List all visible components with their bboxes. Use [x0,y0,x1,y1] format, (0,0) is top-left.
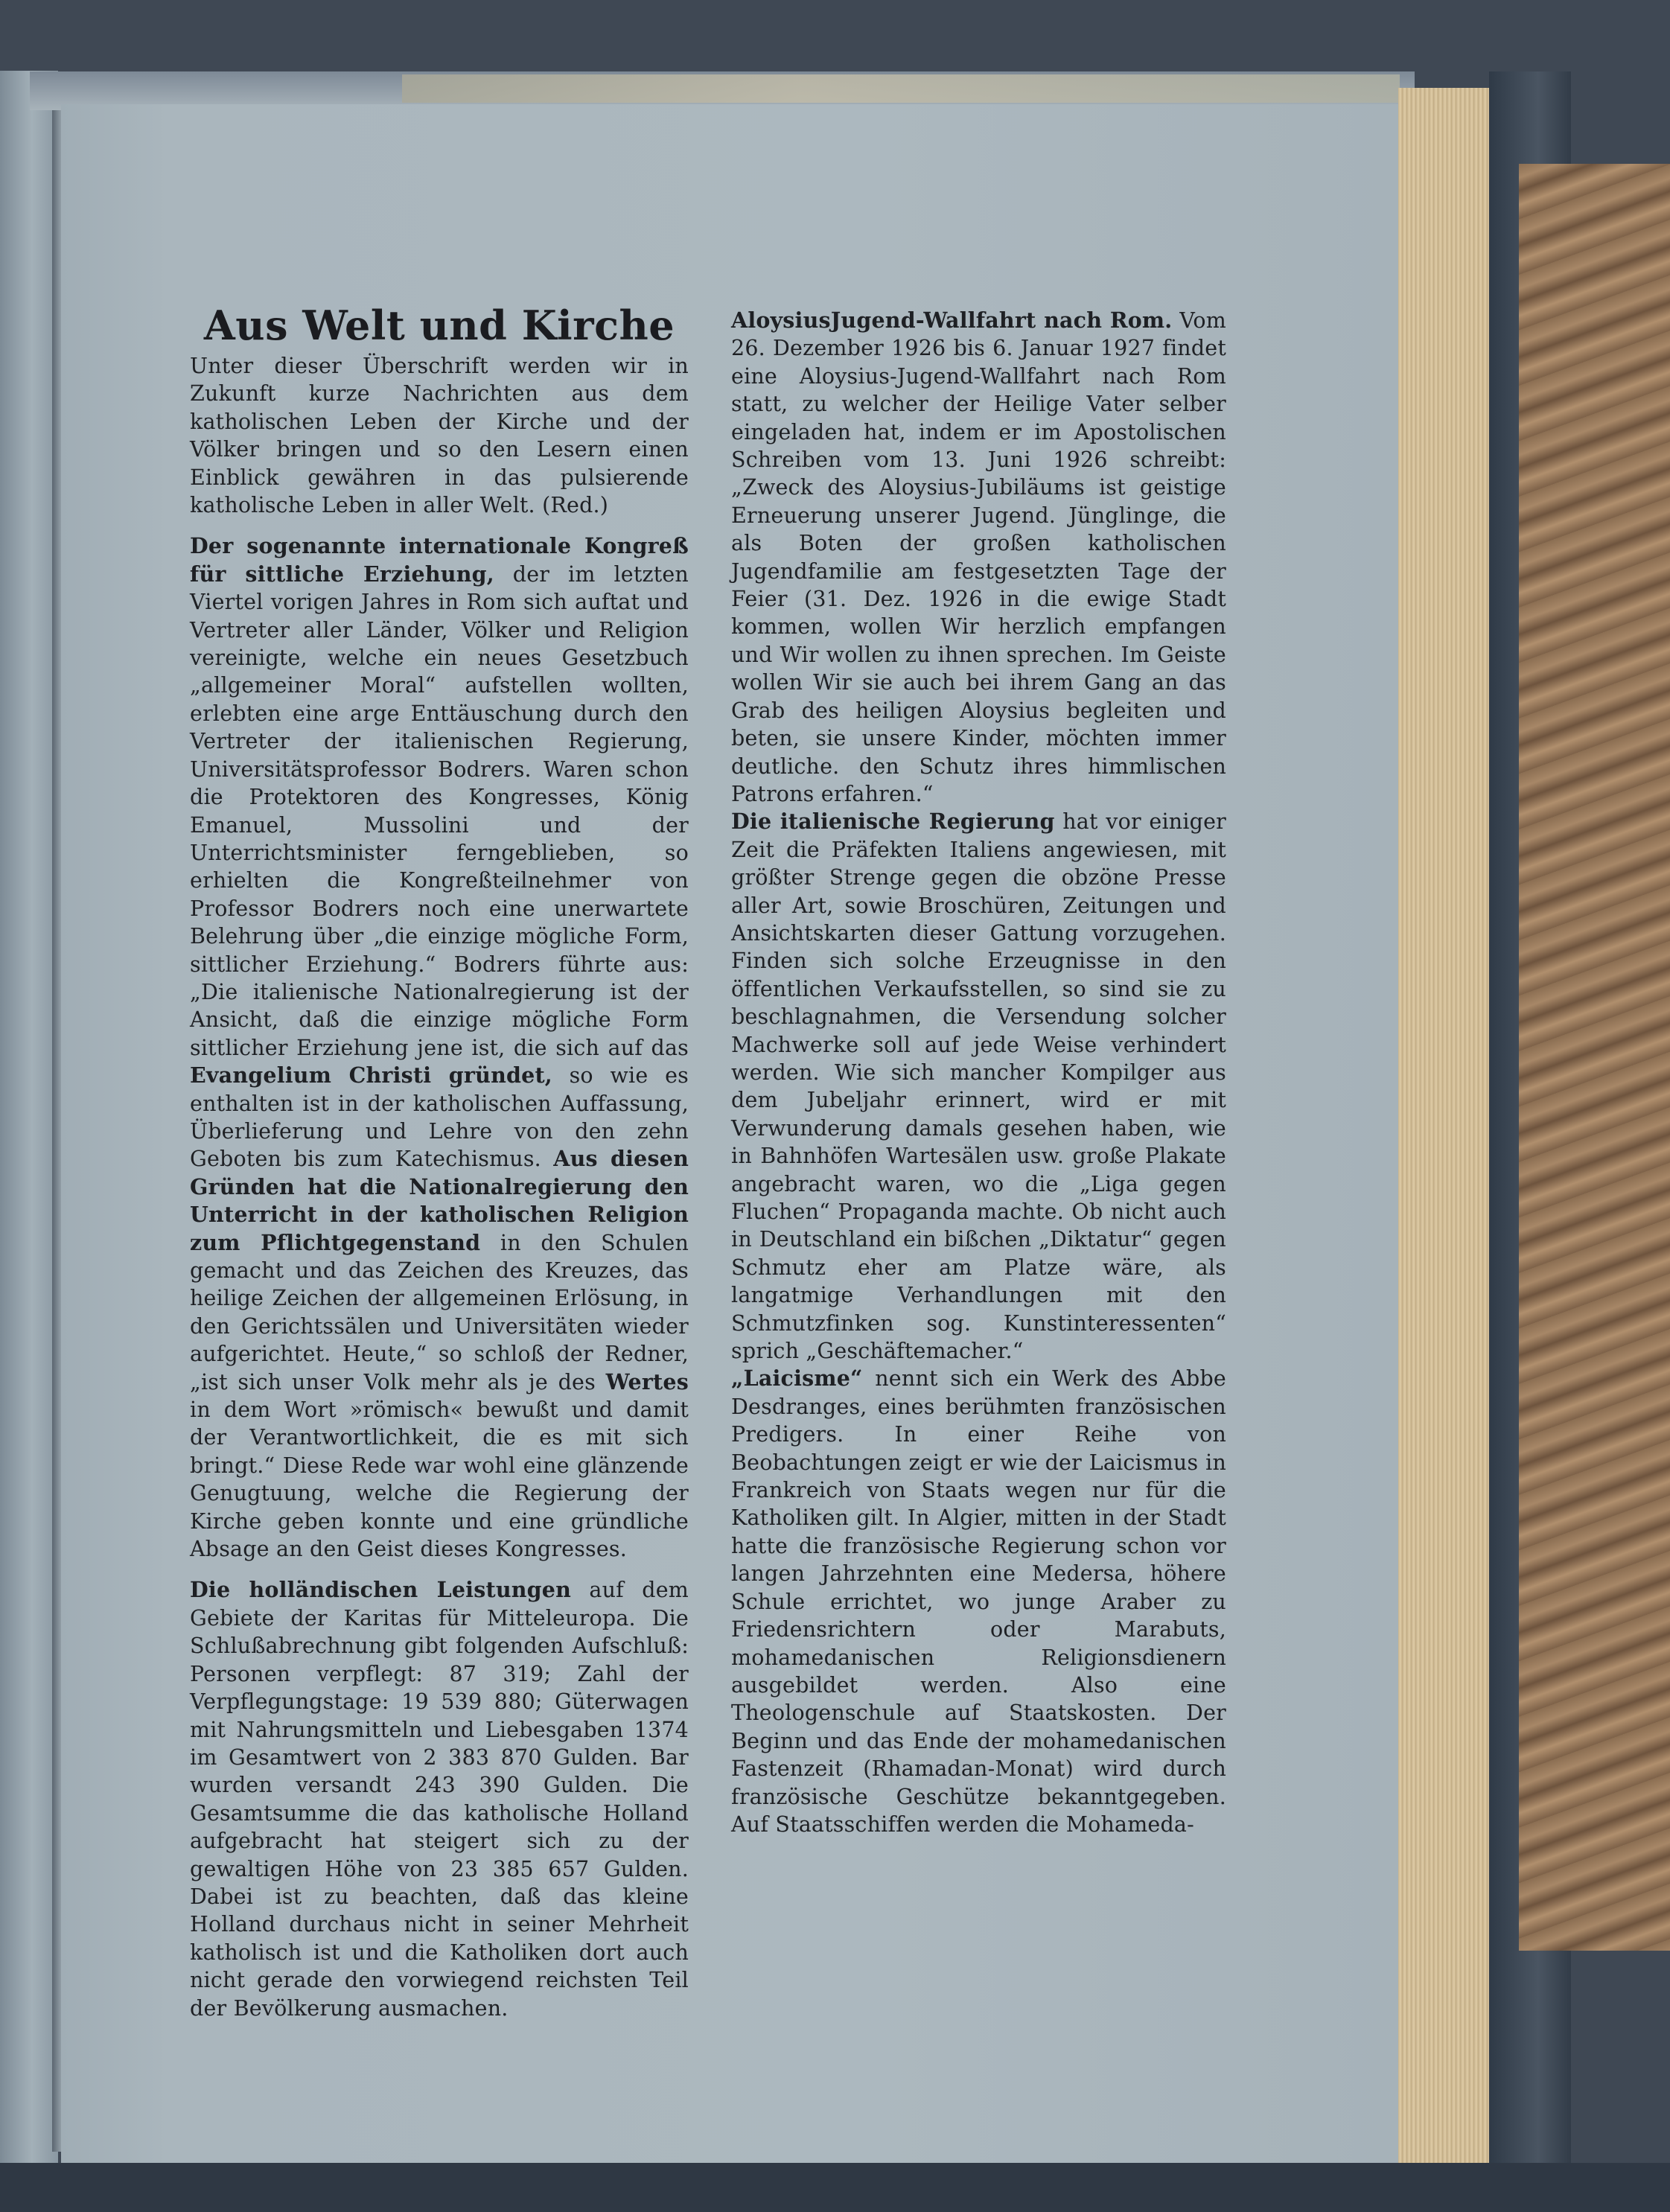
aloysius-text: Vom 26. Dezember 1926 bis 6. Januar 1927 findet eine Aloysius-Jugend-Wallfahrt nach Rom statt, zu welcher der Heilige Vater selber eingeladen hat, indem er im Apostolischen Schreiben vom 13. Juni 1926 schreibt: „Zweck des Aloysius-Jubiläums ist geistige Erneuerung unserer Jugend. Jünglinge, die als Boten der großen katholischen Jugendfamilie am festgesetzten Tage der Feier (31. Dez. 1926 in die ewige Stadt kommen, wollen Wir herzlich empfangen und Wir wollen zu ihnen sprechen. Im Geiste wollen Wir sie auch bei ihrem Gang an das Grab des heiligen Aloysius begleiten und beten, sie unsere Kinder, möchten immer deutliche. den Schutz ihres himmlischen Patrons erfahren.“ [731,308,1226,806]
page-edges [1398,88,1491,2173]
kongress-paragraph [190,532,689,1563]
kongress-bold-1: Evangelium Christi gründet, [190,1062,552,1089]
kongress-text-1: der im letzten Viertel vorigen Jahres in Rom sich auftat und Vertreter aller Länder, Völker und Religion vereinigte, welche ein neues Gesetzbuch „allgemeiner Moral“ aufstellen wollten, erlebten eine arge Enttäuschung durch den Vertreter der italienischen Regierung, Universitätsprofessor Bodrers. Waren schon die Protektoren des Kongresses, König Emanuel, Mussolini und der Unterrichtsminister ferngeblieben, so erhielten die Kongreßteilnehmer von Professor Bodrers noch eine unerwartete Belehrung über „die einzige mögliche Form, sittlicher Erziehung.“ Bodrers führte aus: „Die italienische Nationalregierung ist der Ansicht, daß die einzige mögliche Form sittlicher Erziehung jene ist, die sich auf das [190,561,689,1060]
left-page-edge [0,71,58,2170]
laicisme-lead: „Laicisme“ [731,1365,863,1392]
kongress-text-3: in den Schulen gemacht und das Zeichen des Kreuzes, das heilige Zeichen der allgemeinen Erlösung, in den Gerichtssälen und Universitäten wieder aufgerichtet. Heute,“ so schloß der Redner, „ist sich unser Volk mehr als je des [190,1230,689,1395]
regierung-lead: Die italienische Regierung [731,809,1055,835]
intro-paragraph: Unter dieser Überschrift werden wir in Zukunft kurze Nachrichten aus dem katholischen Leben der Kirche und der Völker bringen und so den Lesern einen Einblick gewähren in das pulsierende katholische Leben in aller Welt. (Red.) [190,354,689,518]
regierung-text: hat vor einiger Zeit die Präfekten Italiens angewiesen, mit größter Strenge gegen die obzöne Presse aller Art, sowie Broschüren, Zeitungen und Ansichtskarten dieser Gattung vorzugehen. Finden sich solche Erzeugnisse in den öffentlichen Verkaufsstellen, so sind sie zu beschlagnahmen, die Versendung solcher Machwerke soll auf jede Weise verhindert werden. Wie sich mancher Kompilger aus dem Jubeljahr erinnert, wird er mit Verwunderung damals gesehen haben, wie in Bahnhöfen Wartesälen usw. große Plakate angebracht waren, wo die „Liga gegen Fluchen“ Propaganda machte. Ob nicht auch in Deutschland ein bißchen „Diktatur“ gegen Schmutz eher am Platze wäre, als langatmige Verhandlungen mit den Schmutzfinken sog. Kunstinteressenten“ sprich „Geschäftemacher.“ [731,809,1226,1364]
holland-text: auf dem Gebiete der Karitas für Mitteleuropa. Die Schlußabrechnung gibt folgenden Aufschluß: Personen verpflegt: 87 319; Zahl der Verpflegungstage: 19 539 880; Güterwagen mit Nahrungsmitteln und Liebesgaben 1374 im Gesamtwert von 2 383 870 Gulden. Bar wurden versandt 243 390 Gulden. Die Gesamtsumme die das katholische Holland aufgebracht hat steigert sich zu der gewaltigen Höhe von 23 385 657 Gulden. Dabei ist zu beachten, daß das kleine Holland durchaus nicht in seiner Mehrheit katholisch ist und die Katholiken dort auch nicht gerade den vorwiegend reichsten Teil der Bevölkerung ausmachen. [190,1578,689,2021]
text-column-right [731,307,1226,1838]
article-heading: Aus Welt und Kirche [203,302,675,349]
laicisme-text: nennt sich ein Werk des Abbe Desdranges, eines berühmten französischen Predigers. In einer Reihe von Beobachtungen zeigt er wie der Laicismus in Frankreich von Staats wegen nur für die Katholiken gilt. In Algier, mitten in der Stadt hatte die französische Regierung schon vor langen Jahrzehnten eine Medersa, höhere Schule errichtet, wo junge Araber zu Friedensrichtern oder Marabuts, mohamedanischen Religionsdienern ausgebildet werden. Also eine Theologenschule auf Staatskosten. Der Beginn und das Ende der mohamedanischen Fastenzeit (Rhamadan-Monat) wird durch französische Geschütze bekanntgegeben. Auf Staatsschiffen werden die Mohameda- [731,1366,1226,1837]
holland-lead: Die holländischen Leistungen [190,1577,572,1603]
kongress-text-2: so wie es enthalten ist in der katholischen Auffassung, Überlieferung und Lehre von den zehn Geboten bis zum Katechismus. [190,1063,689,1172]
kongress-bold-3: Wertes [605,1368,689,1395]
page-top-tan-band [402,74,1400,103]
aloysius-lead: AloysiusJugend-Wallfahrt nach Rom. [731,307,1173,333]
laicisme-paragraph [731,1365,1226,1838]
aloysius-paragraph [731,307,1226,808]
kongress-bold-2: Aus diesen Gründen hat die Nationalregierung den Unterricht in der katholischen Religion zum Pflichtgegenstand [190,1146,689,1255]
kongress-text-4: in dem Wort »römisch« bewußt und damit der Verantwortlichkeit, die es mit sich bringt.“ Diese Rede war wohl eine glänzende Genugtuung, welche die Regierung der Kirche geben konnte und eine gründliche Absage an den Geist dieses Kongresses. [190,1397,689,1562]
holland-paragraph [190,1576,689,2022]
regierung-paragraph [731,808,1226,1365]
bottom-shadow [0,2163,1670,2212]
kongress-lead: Der sogenannte internationale Kongreß für sittliche Erziehung, [190,533,689,587]
marbled-cover [1519,164,1670,1951]
text-column-left [190,302,689,2022]
